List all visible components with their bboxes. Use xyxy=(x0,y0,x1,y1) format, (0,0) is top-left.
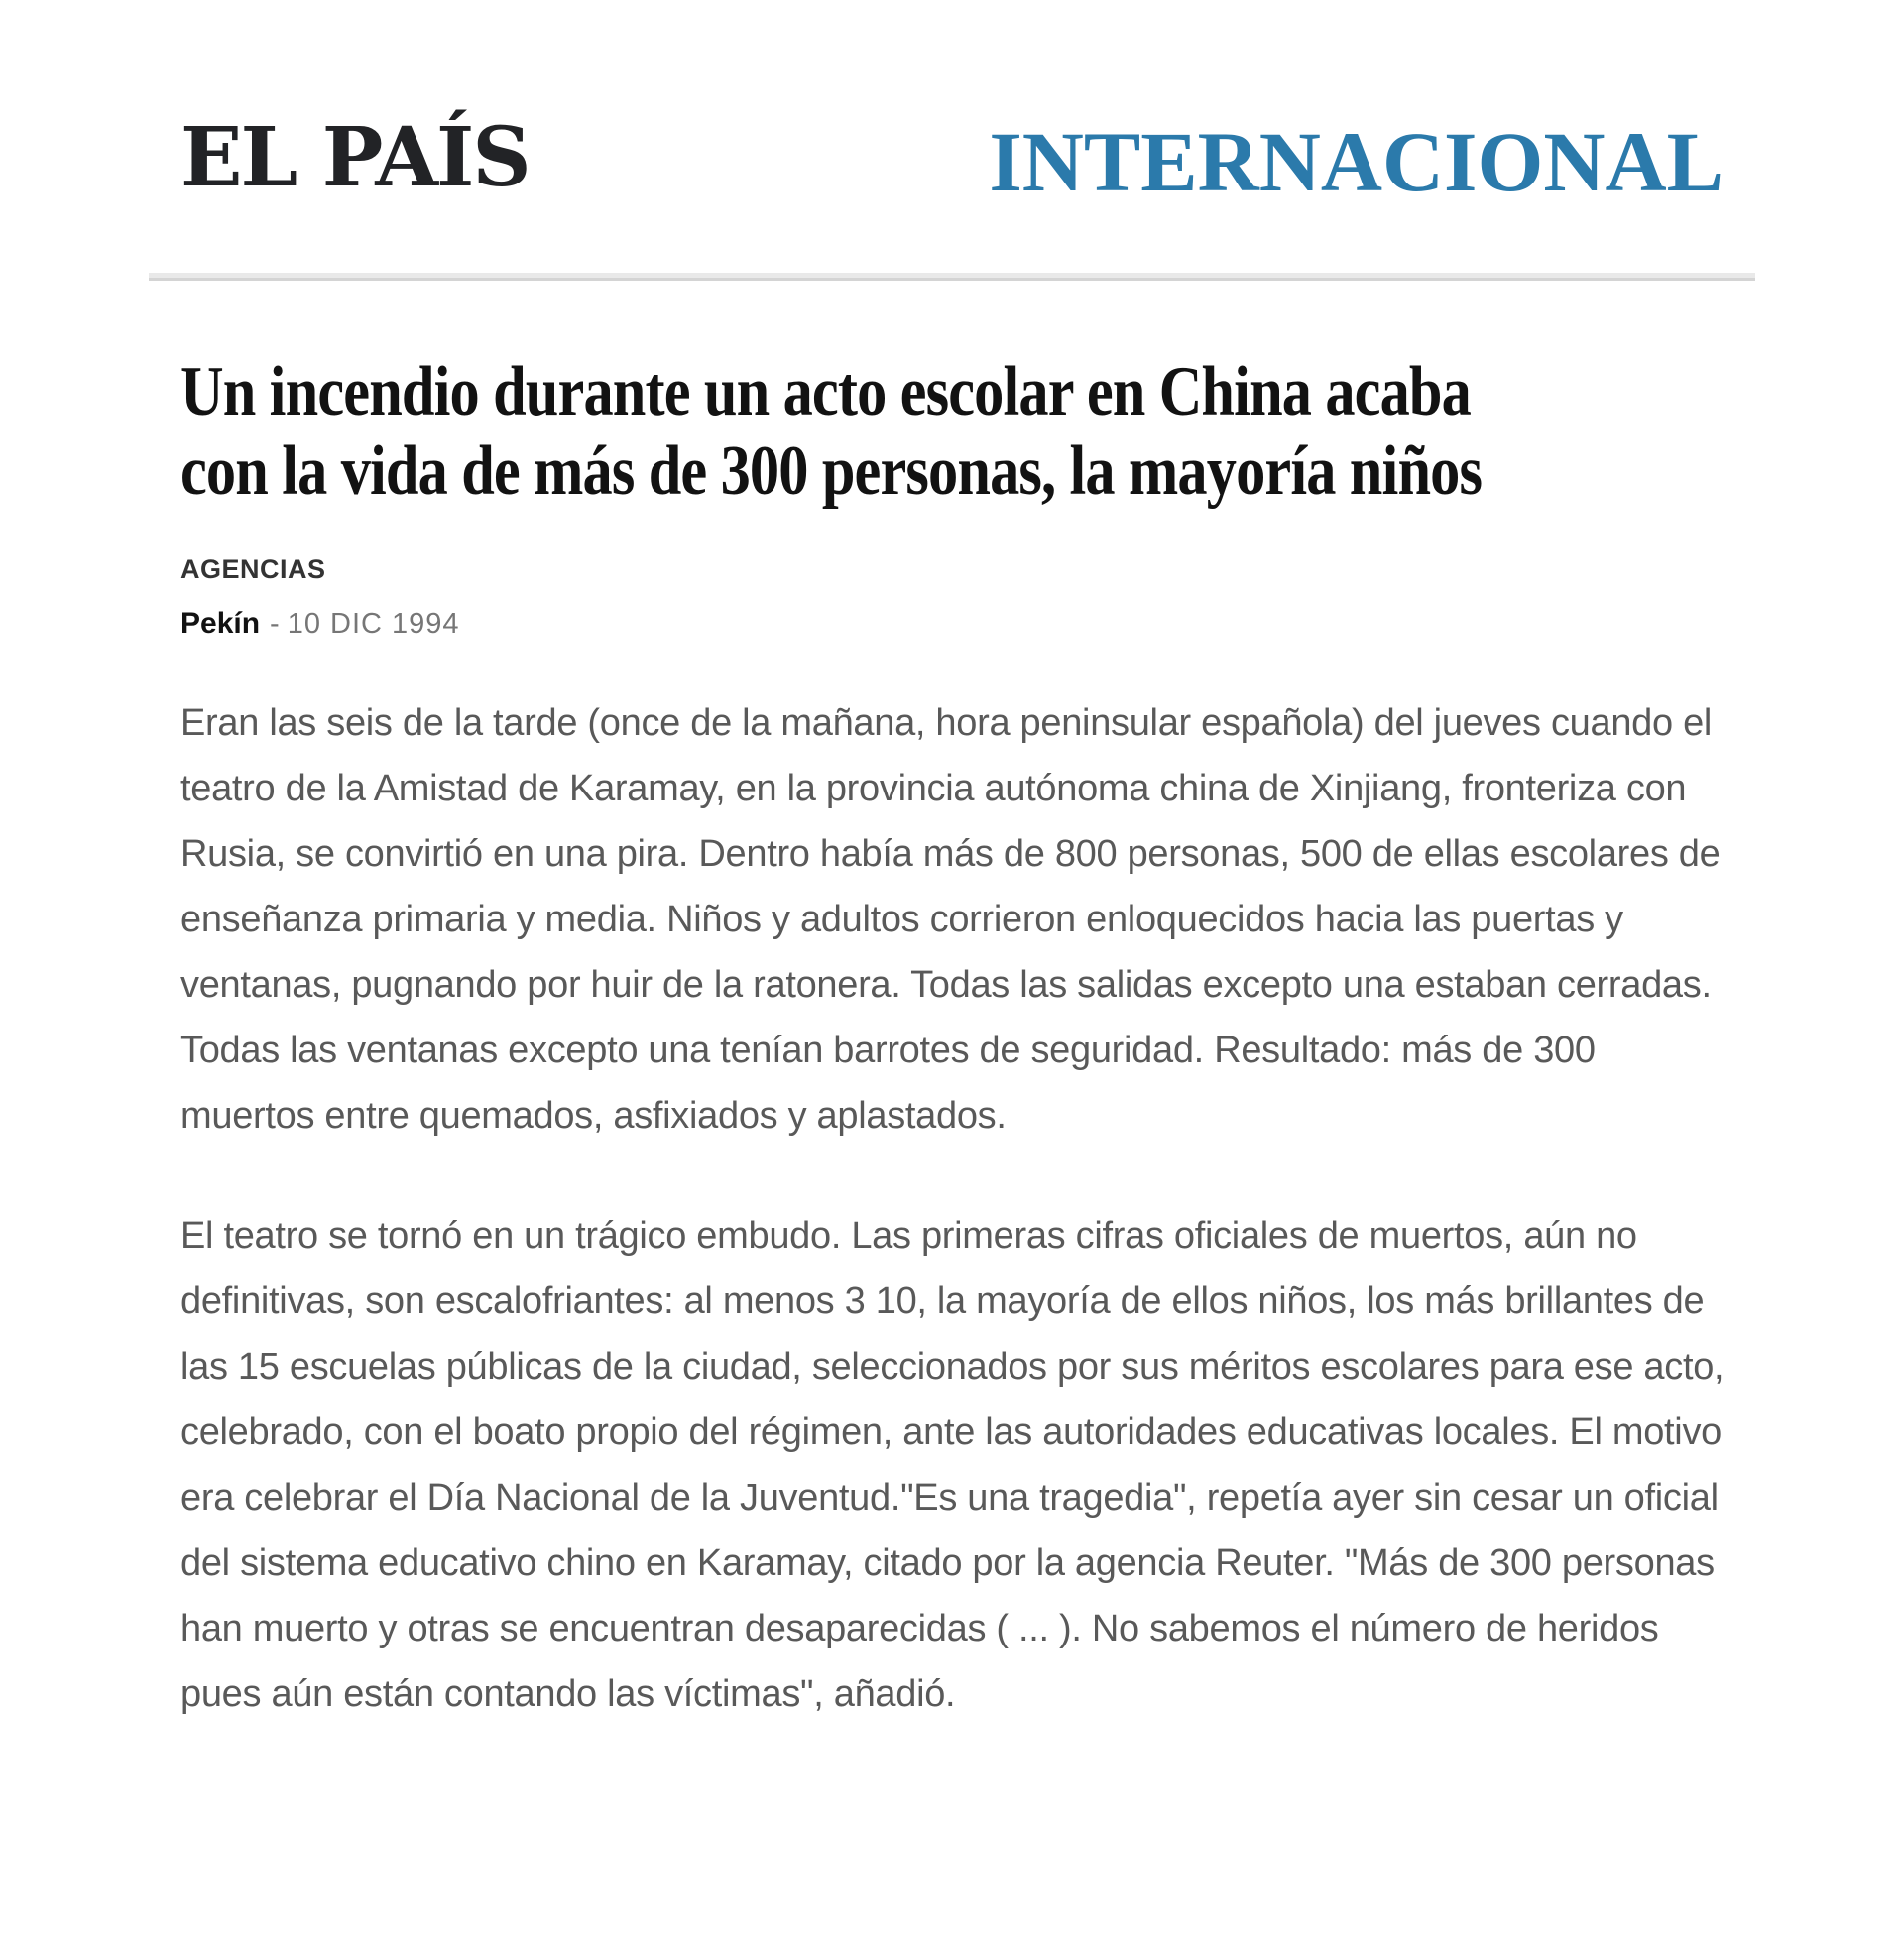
article-paragraph: Eran las seis de la tarde (once de la mañana, hora peninsular española) del jueves cuando el teatro de la Amistad de Karamay, en la provincia autónoma china de Xinjiang, fronteriza con Rusia, se convirtió en una pira. Dentro había más de 800 personas, 500 de ellas escolares de enseñanza primaria y media. Niños y adultos corrieron enloquecidos hacia las puertas y ventanas, pugnando por huir de la ratonera. Todas las salidas excepto una estaban cerradas. Todas las ventanas excepto una tenían barrotes de seguridad. Resultado: más de 300 muertos entre quemados, asfixiados y aplastados. xyxy=(180,702,1721,1137)
headline-line-1: Un incendio durante un acto escolar en China acaba xyxy=(180,353,1471,431)
article-headline xyxy=(180,352,1712,511)
byline-author: AGENCIAS xyxy=(180,554,326,584)
article-body xyxy=(180,690,1727,1727)
byline-date: 10 DIC 1994 xyxy=(287,608,460,640)
byline-place: Pekín xyxy=(180,607,261,640)
byline-meta xyxy=(180,607,460,641)
byline-separator: - xyxy=(270,608,280,640)
masthead-divider xyxy=(149,273,1755,281)
elpais-logo[interactable]: EL PAÍS xyxy=(180,110,530,205)
headline-line-2: con la vida de más de 300 personas, la mayoría niños xyxy=(180,432,1483,511)
article-paragraph: El teatro se tornó en un trágico embudo. Las primeras cifras oficiales de muertos, aún no definitivas, son escalofriantes: al menos 3 10, la mayoría de ellos niños, los más brillantes de las 15 escuelas públicas de la ciudad, seleccionados por sus méritos escolares para ese acto, celebrado, con el boato propio del régimen, ante las autoridades educativas locales. El motivo era celebrar el Día Nacional de la Juventud."Es una tragedia", repetía ayer sin cesar un oficial del sistema educativo chino en Karamay, citado por la agencia Reuter. "Más de 300 personas han muerto y otras se encuentran desaparecidas ( ... ). No sabemos el número de heridos pues aún están contando las víctimas", añadió. xyxy=(180,1215,1725,1715)
section-link-internacional[interactable]: INTERNACIONAL xyxy=(989,114,1724,209)
